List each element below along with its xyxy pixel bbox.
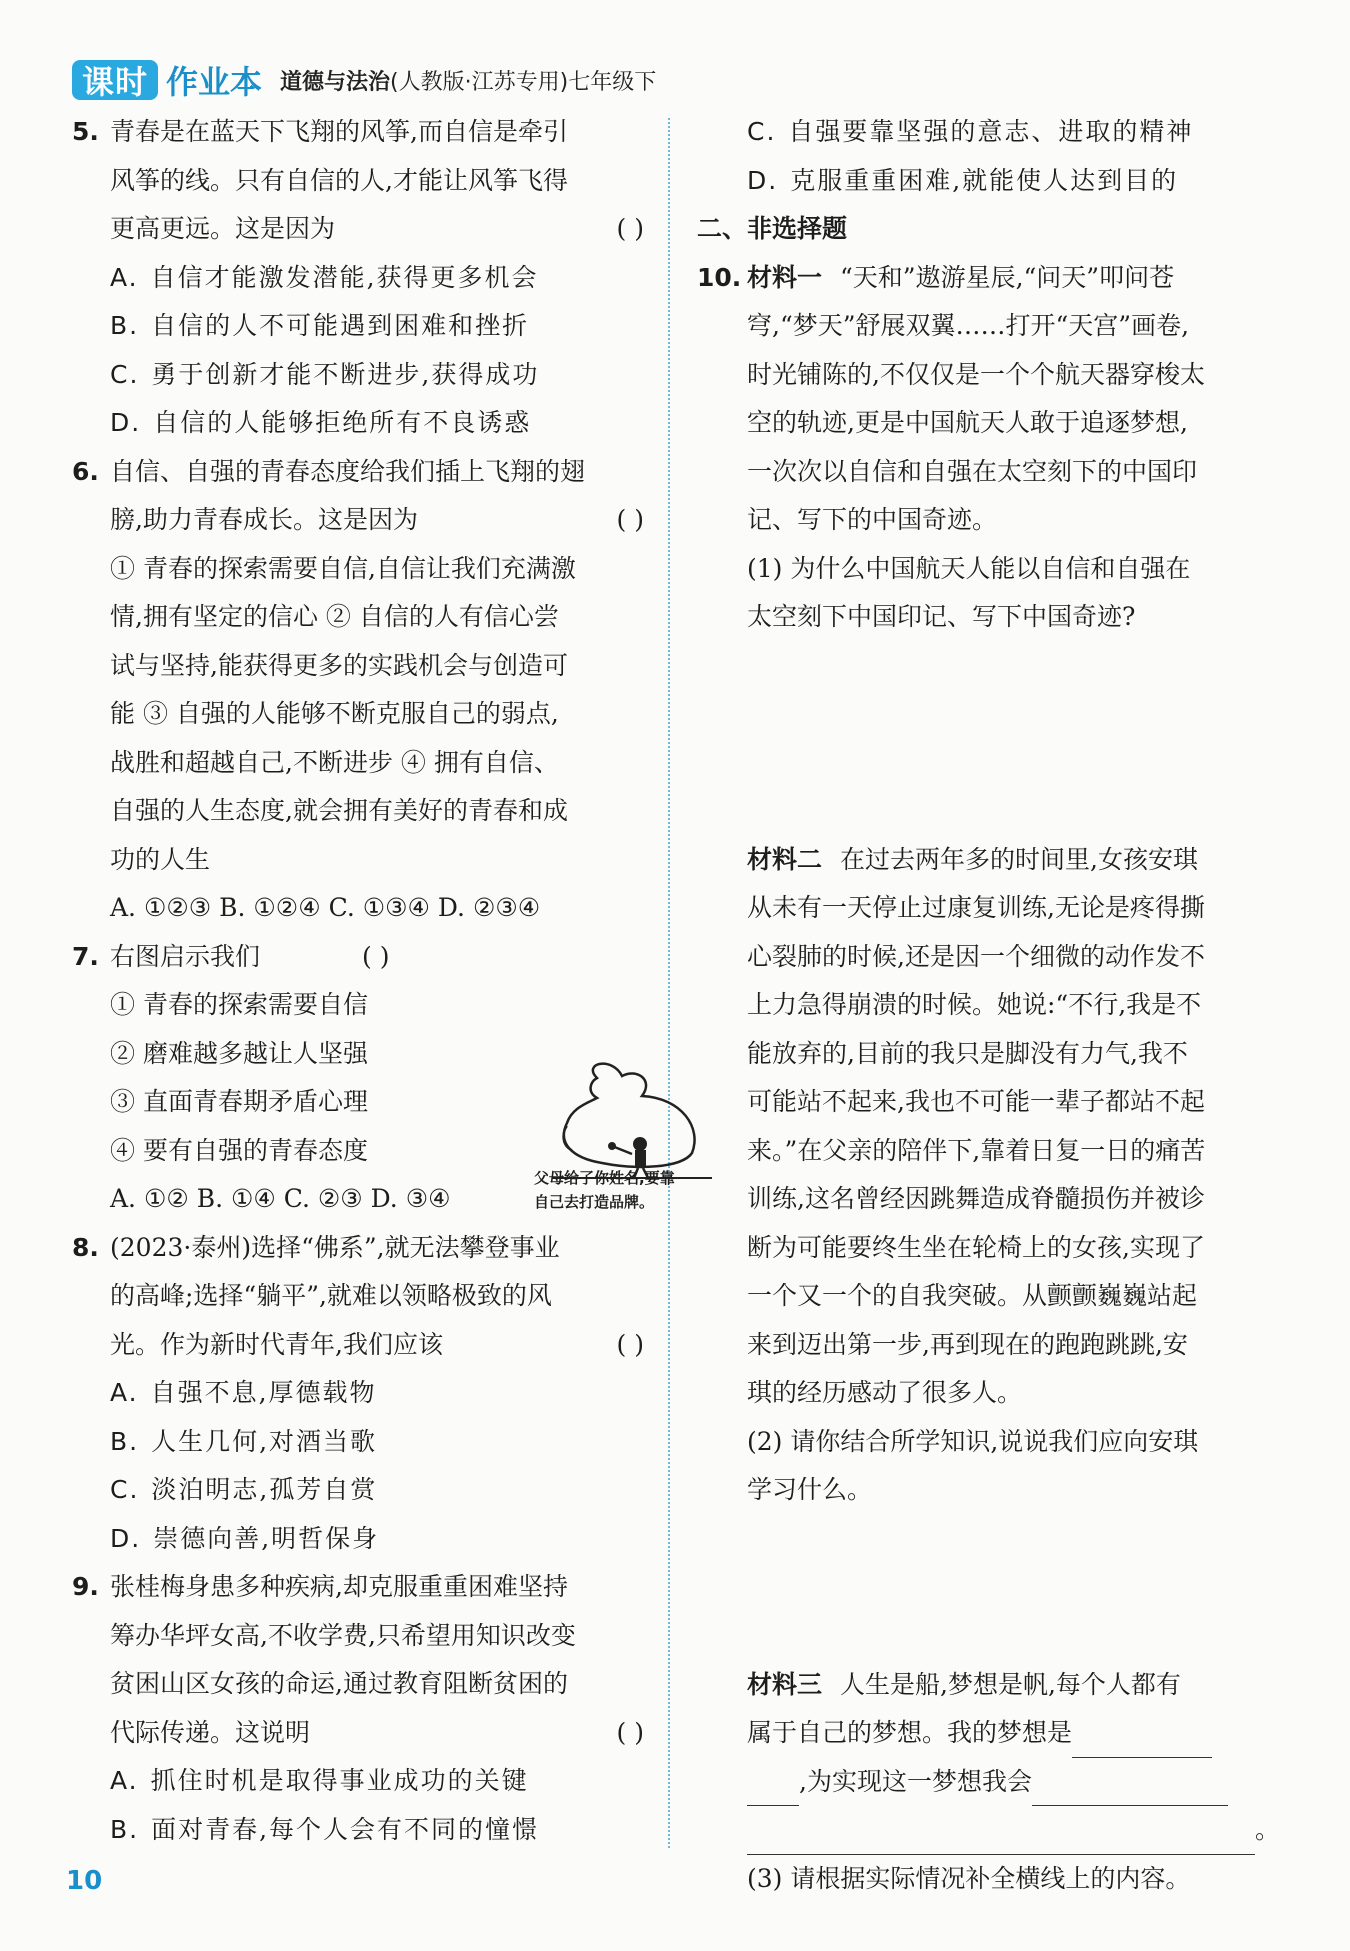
answer-space-2 bbox=[697, 1515, 1267, 1661]
sub-question-1: (1) 为什么中国航天人能以自信和自强在 bbox=[747, 553, 1191, 583]
stem-line: 情,拥有坚定的信心 ② 自信的人有信心尝 bbox=[110, 602, 559, 631]
cartoon-caption: 父母给了你姓名,要靠 自己去打造品牌。 bbox=[534, 1169, 675, 1211]
material-line: 穹,“梦天”舒展双翼……打开“天宫”画卷, bbox=[747, 311, 1190, 340]
material-line: 时光铺陈的,不仅仅是一个个航天器穿梭太 bbox=[747, 359, 1205, 389]
brand-text: 作业本 bbox=[166, 63, 263, 101]
material-line: “天和”遨游星辰,“问天”叩问苍 bbox=[840, 262, 1175, 292]
material-label: 材料二 bbox=[747, 844, 823, 874]
stem-line: 贫困山区女孩的命运,通过教育阻断贫困的 bbox=[110, 1669, 568, 1698]
fill-blank-plan-cont[interactable] bbox=[747, 1824, 1255, 1855]
answer-space-1 bbox=[697, 642, 1267, 836]
statement-item: ② 磨难越多越让人坚强 bbox=[110, 1038, 368, 1068]
brand-logo: 课时 bbox=[72, 60, 158, 100]
question-number: 10. bbox=[697, 262, 742, 292]
sub-question-2: 学习什么。 bbox=[747, 1475, 873, 1504]
answer-parentheses: ( ) bbox=[616, 1717, 644, 1747]
material-line: 来。”在父亲的陪伴下,靠着日复一日的痛苦 bbox=[747, 1135, 1206, 1165]
stem-line: 试与坚持,能获得更多的实践机会与创造可 bbox=[110, 650, 568, 680]
sub-question-3: (3) 请根据实际情况补全横线上的内容。 bbox=[747, 1863, 1191, 1893]
fill-blank-dream[interactable] bbox=[1072, 1727, 1212, 1758]
option-b: B. 面对青春,每个人会有不同的憧憬 bbox=[110, 1814, 540, 1844]
material-line: ,为实现这一梦想我会 bbox=[799, 1766, 1032, 1796]
material-line: 从未有一天停止过康复训练,无论是疼得撕 bbox=[747, 893, 1205, 922]
question-number: 5. bbox=[72, 117, 99, 146]
right-column bbox=[697, 108, 1281, 1903]
statement-item: ① 青春的探索需要自信 bbox=[110, 990, 368, 1019]
option-c: C. 自强要靠坚强的意志、进取的精神 bbox=[747, 117, 1194, 146]
question-8 bbox=[72, 1224, 652, 1564]
option-c: C. 勇于创新才能不断进步,获得成功 bbox=[110, 359, 540, 389]
section-title: 二、非选择题 bbox=[697, 214, 848, 243]
material-line: 一个又一个的自我突破。从颤颤巍巍站起 bbox=[747, 1281, 1198, 1310]
material-line: 在过去两年多的时间里,女孩安琪 bbox=[840, 844, 1198, 874]
options-line: A. ①②③ B. ①②④ C. ①③④ D. ②③④ bbox=[110, 893, 541, 922]
fill-blank-dream-cont[interactable] bbox=[747, 1775, 799, 1806]
grade: 七年级下 bbox=[568, 69, 657, 95]
sub-question-2: (2) 请你结合所学知识,说说我们应向安琪 bbox=[747, 1426, 1199, 1456]
question-number: 8. bbox=[72, 1232, 99, 1262]
question-number: 9. bbox=[72, 1572, 99, 1601]
stem-line: 青春是在蓝天下飞翔的风筝,而自信是牵引 bbox=[110, 117, 568, 146]
options-line: A. ①② B. ①④ C. ②③ D. ③④ bbox=[110, 1184, 451, 1213]
sentence-end: 。 bbox=[1255, 1815, 1281, 1844]
option-d: D. 自信的人能够拒绝所有不良诱惑 bbox=[110, 408, 532, 437]
stem-line: 自强的人生态度,就会拥有美好的青春和成 bbox=[110, 796, 568, 825]
material-line: 可能站不起来,我也不可能一辈子都站不起 bbox=[747, 1087, 1205, 1116]
stem-line: 能 ③ 自强的人能够不断克服自己的弱点, bbox=[110, 699, 559, 728]
stem-line: 风筝的线。只有自信的人,才能让风筝飞得 bbox=[110, 165, 568, 195]
left-column bbox=[72, 108, 675, 1854]
material-line: 断为可能要终生坐在轮椅上的女孩,实现了 bbox=[747, 1232, 1205, 1262]
option-a: A. 自强不息,厚德载物 bbox=[110, 1378, 377, 1407]
option-b: B. 人生几何,对酒当歌 bbox=[110, 1426, 378, 1456]
stem-line: 战胜和超越自己,不断进步 ④ 拥有自信、 bbox=[110, 747, 559, 777]
material-label: 材料一 bbox=[747, 262, 823, 292]
subject-title bbox=[280, 65, 656, 96]
stem-line: 右图启示我们 bbox=[110, 941, 261, 971]
stem-line: (2023·泰州)选择“佛系”,就无法攀登事业 bbox=[110, 1232, 560, 1262]
statement-item: ③ 直面青春期矛盾心理 bbox=[110, 1087, 368, 1116]
answer-parentheses: ( ) bbox=[616, 214, 644, 243]
page-header bbox=[72, 58, 656, 102]
material-line: 上力急得崩溃的时候。她说:“不行,我是不 bbox=[747, 990, 1202, 1019]
fill-blank-plan[interactable] bbox=[1032, 1775, 1228, 1806]
stem-line: 筹办华坪女高,不收学费,只希望用知识改变 bbox=[110, 1620, 576, 1650]
material-line: 心裂肺的时候,还是因一个细微的动作发不 bbox=[747, 941, 1205, 971]
material-line: 人生是船,梦想是帆,每个人都有 bbox=[840, 1669, 1181, 1699]
question-5 bbox=[72, 108, 652, 448]
question-number: 7. bbox=[72, 941, 99, 971]
stem-line: 自信、自强的青春态度给我们插上飞翔的翅 bbox=[110, 456, 586, 486]
question-9 bbox=[72, 1563, 652, 1854]
stem-line: 光。作为新时代青年,我们应该 bbox=[110, 1329, 443, 1359]
material-line: 琪的经历感动了很多人。 bbox=[747, 1378, 1023, 1407]
stem-line: 更高更远。这是因为 bbox=[110, 214, 336, 243]
option-a: A. 抓住时机是取得事业成功的关键 bbox=[110, 1766, 529, 1795]
material-line: 空的轨迹,更是中国航天人敢于追逐梦想, bbox=[747, 408, 1188, 437]
statement-item: ④ 要有自强的青春态度 bbox=[110, 1135, 368, 1165]
material-line: 能放弃的,目前的我只是脚没有力气,我不 bbox=[747, 1038, 1188, 1068]
option-b: B. 自信的人不可能遇到困难和挫折 bbox=[110, 311, 530, 340]
stem-line: 的高峰;选择“躺平”,就难以领略极致的风 bbox=[110, 1281, 552, 1310]
stem-line: 膀,助力青春成长。这是因为 bbox=[110, 505, 418, 534]
stem-line: 张桂梅身患多种疾病,却克服重重困难坚持 bbox=[110, 1572, 568, 1601]
column-divider bbox=[668, 118, 670, 1848]
answer-parentheses: ( ) bbox=[362, 941, 390, 971]
page-number: 10 bbox=[66, 1866, 103, 1896]
material-label: 材料三 bbox=[747, 1669, 823, 1699]
stem-line: 代际传递。这说明 bbox=[110, 1717, 311, 1747]
material-line: 属于自己的梦想。我的梦想是 bbox=[747, 1718, 1073, 1747]
material-line: 来到迈出第一步,再到现在的跑跑跳跳,安 bbox=[747, 1329, 1188, 1359]
question-10 bbox=[697, 254, 1281, 1904]
option-d: D. 克服重重困难,就能使人达到目的 bbox=[747, 165, 1179, 195]
option-a: A. 自信才能激发潜能,获得更多机会 bbox=[110, 262, 539, 292]
answer-parentheses: ( ) bbox=[616, 1329, 644, 1359]
stem-line: ① 青春的探索需要自信,自信让我们充满激 bbox=[110, 553, 576, 583]
question-number: 6. bbox=[72, 456, 99, 486]
edition: (人教版·江苏专用) bbox=[390, 69, 569, 95]
stem-line: 功的人生 bbox=[110, 844, 211, 874]
option-d: D. 崇德向善,明哲保身 bbox=[110, 1523, 380, 1553]
option-c: C. 淡泊明志,孤芳自赏 bbox=[110, 1475, 378, 1504]
sub-question-1: 太空刻下中国印记、写下中国奇迹? bbox=[747, 602, 1136, 631]
answer-parentheses: ( ) bbox=[616, 505, 644, 534]
material-line: 训练,这名曾经因跳舞造成脊髓损伤并被诊 bbox=[747, 1184, 1205, 1213]
subject-name: 道德与法治 bbox=[280, 69, 391, 95]
material-line: 记、写下的中国奇迹。 bbox=[747, 505, 998, 534]
question-6 bbox=[72, 448, 652, 933]
material-line: 一次次以自信和自强在太空刻下的中国印 bbox=[747, 456, 1198, 486]
